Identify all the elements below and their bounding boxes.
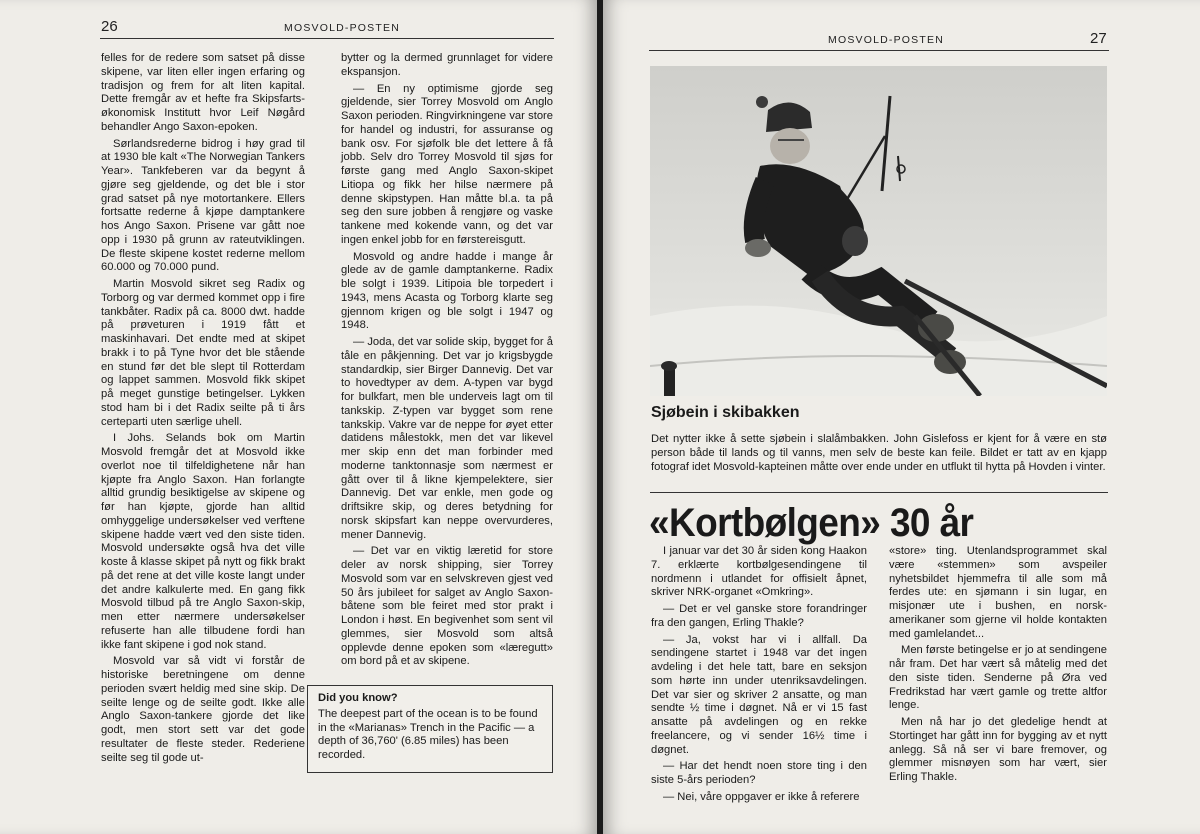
article-headline: «Kortbølgen» 30 år xyxy=(649,500,974,545)
photo-caption-title: Sjøbein i skibakken xyxy=(651,404,800,421)
paragraph: — Det er vel ganske store forandringer fra den gangen, Erling Thakle? xyxy=(651,603,867,629)
running-head-right: MOSVOLD-POSTEN xyxy=(828,34,944,46)
paragraph: bytter og la dermed grunnlaget for videre ekspansjon. xyxy=(341,52,553,78)
right-column-1 xyxy=(651,545,867,808)
paragraph: Men nå har jo det gledelige hendt at Stortinget har gått inn for bygging av et nytt anlegg. Så nå ser vi bare fremover, og glemmer misnøyen som har vært, sier Erling Thakle. xyxy=(889,716,1107,783)
paragraph: — Nei, våre oppgaver er ikke å referere xyxy=(663,790,860,803)
paragraph: Men første betingelse er jo at sendingene når fram. Det har vært så måtelig med det den siste tiden. Senderne på Øra ved Fredrikstad har vært gamle og trette altfor lenge. xyxy=(889,644,1107,712)
page-number-right: 27 xyxy=(1090,30,1107,47)
left-page xyxy=(0,0,597,834)
paragraph: I Johs. Selands bok om Martin Mosvold fremgår det at Mosvold ikke overlot noe til tilfeldighetene når han kjøpte fra Anglo Saxon. Han forlangte alltid grundig besiktigelse av skipene og før han kjøpte, gjorde han alltid omhyggelige undersøkelser ved verftene skipene hadde vært ved den siste tiden. Mosvold undersøkte også hva det ville koste å klasse skipet på nytt og fikk brakt på det rene at det ville koste langt under det andre kalkulerte med. En gang fikk Mosvold tilbud på tre Anglo Saxon-skip, men etter nærmere undersøkelser refuserte han alle tilbudene fordi han ikke fant skipene i god nok stand. xyxy=(101,432,305,651)
page-number-left: 26 xyxy=(101,18,118,35)
did-you-know-heading: Did you know? xyxy=(318,692,398,704)
skier-fallen-illustration xyxy=(650,66,1107,396)
paragraph: — En ny optimisme gjorde seg gjeldende, sier Torrey Mosvold om Anglo Saxon perioden. Ringvirkningene var store for handel og industri, for assuranse og bank osv. For sjøfolk ble det lettere å få jobb. Selv dro Torrey Mosvold til sjøs for første gang med Anglo Saxon-skipet Litiopa og fikk her hilse nærmere på denne skipstypen. Han måtte bl.a. ta på seg den sure jobben å rengjøre og vaske tankene med kokende vann, og det var ingen enkel jobb for en førstereisgutt. xyxy=(341,82,553,246)
skier-photo xyxy=(650,66,1107,396)
photo-caption-text: Det nytter ikke å sette sjøbein i slalåmbakken. John Gislefoss er kjent for å være en stø person både til lands og til vanns, men selv de beste kan feile. Bildet er tatt av en kjapp fotograf idet Mosvold-kapteinen måtte over ende under en utflukt til hytta på Hovden i vinter. xyxy=(651,433,1107,474)
header-rule-left xyxy=(100,38,554,39)
paragraph: — Det var en viktig læretid for store deler av norsk shipping, sier Torrey Mosvold som var en selvskreven gjest ved 50 års jubileet for salget av Anglo Saxon-båtene som ble feiret med stor prakt i London i høst. En begivenhet som sent vil glemmes, sier Mosvold som altså opplevde denne epoken som «læregutt» om bord på et av skipene. xyxy=(341,545,553,668)
paragraph: — Ja, vokst har vi i allfall. Da sendingene startet i 1948 var det ingen avdeling i det hele tatt, bare en seksjon som hørte inn under utenriksavdelingen. Det var sier og skriver 2 ansatte, og man sendte ½ time i døgnet. Nå er vi 15 fast ansatte på avdelingen og en rekke freelancere, og vi sender 16½ time i døgnet. xyxy=(651,633,867,756)
paragraph: Mosvold og andre hadde i mange år glede av de gamle damptankerne. Radix ble solgt i 1939. Litipoia ble torpedert i 1943, mens Acasta og Torborg klarte seg gjennom krigen og ble solgt i 1947 og 1948. xyxy=(341,250,553,332)
left-column-1 xyxy=(101,52,305,768)
paragraph: — Joda, det var solide skip, bygget for å tåle en påkjenning. Det var jo krigsbygde standardkip, sier Birger Dannevig. Det var to hovedtyper av dem. A-typen var bygd for bulkfart, men ble underveis lagt om til tankskip. Z-typen var bygget som rene tankskip. Vakre var de neppe for øyet etter datidens målestokk, men det var likevel mer skip enn det man forbinder med moderne tanktonnasje som nærmest er gått over til å likne kjempelektere, sier Dannevig. Det var enkle, men gode og driftsikre skip, og deres betydning for norsk skipsfart kan neppe overvurderes, mener Dannevig. xyxy=(341,336,553,541)
section-rule xyxy=(650,492,1108,493)
header-rule-right xyxy=(649,50,1109,51)
right-column-2 xyxy=(889,545,1107,788)
running-head-left: MOSVOLD-POSTEN xyxy=(284,22,400,34)
did-you-know-text: The deepest part of the ocean is to be found in the «Marianas» Trench in the Pacific — a depth of 36,760' (6.85 miles) has been recorded. xyxy=(318,707,538,761)
paragraph: Mosvold var så vidt vi forstår de historiske beretningene om denne perioden svært heldig med sine skip. De seilte lenge og de seilte godt. Ikke alle Anglo Saxon-tankere gjorde det like godt, men stort sett var det gode resultater de fleste steder. Rederiene seilte seg til gode ut- xyxy=(101,655,305,764)
paragraph: I januar var det 30 år siden kong Haakon 7. erklærte kortbølgesendingene til nordmenn i utlandet for offisielt åpnet, skriver NRK-organet «Omkring». xyxy=(651,545,867,599)
paragraph: «store» ting. Utenlandsprogrammet skal være «stemmen» som avspeiler nyhetsbildet hjemmefra til alle som må ferdes ute: en sjømann i sin lugar, en misjonær ute i bushen, en norsk-amerikaner som gjerne vil holde kontakten med gamlelandet... xyxy=(889,545,1107,640)
paragraph: Martin Mosvold sikret seg Radix og Torborg og var dermed kommet opp i fire tankbåter. Radix på ca. 8000 dwt. hadde på prøveturen i 1919 fått et maskinhavari. Det endte med at skipet brakk i to på Tyne hvor det ble stående en stund før det ble slept til Rotterdam og lappet sammen. Mosvold fikk skipet på meget gunstige betingelser. Lykken stod ham bi i det Radix seilte på ti års certeparti uten særlige uhell. xyxy=(101,278,305,428)
did-you-know-box xyxy=(307,685,553,773)
paragraph: Sørlandsrederne bidrog i høy grad til at 1930 ble kalt «The Norwegian Tankers Year». Tankfeberen var da begynt å gjøre seg gjeldende, og det ble i stor grad satset på nye motortankere. Ellers fortsatte rederne å kjøpe damptankere hos Ango Saxon. Prisene var gått noe opp i 1930 på grunn av rateutviklingen. De fleste skipene kostet rederne mellom 60.000 og 70.000 pund. xyxy=(101,137,305,274)
left-column-2 xyxy=(341,52,553,672)
paragraph: felles for de redere som satset på disse skipene, var liten eller ingen erfaring og tradisjon og frem for alt liten kapital. Dette fremgår av et hefte fra Skipsfarts-økonomisk Institutt hvor Leif Nøgård behandler Ango Saxon-epoken. xyxy=(101,52,305,133)
paragraph: — Har det hendt noen store ting i den siste 5-års perioden? xyxy=(651,760,867,786)
